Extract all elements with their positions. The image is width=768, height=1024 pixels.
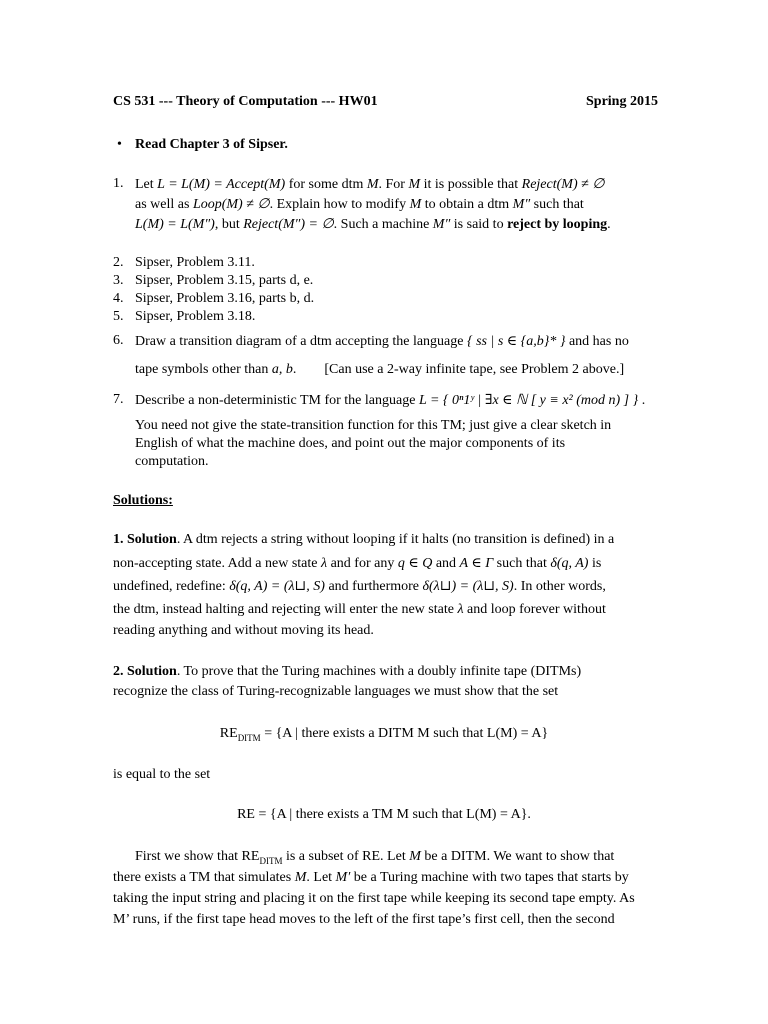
solution-1-line-2: non-accepting state. Add a new state λ and for any q ∈ Q and A ∈ Γ such that δ(q, A) is [113, 556, 602, 571]
problem-6-line-1: Draw a transition diagram of a dtm accepting the language { ss | s ∈ {a,b}* } and has no [135, 334, 629, 349]
solution-2-line-2: recognize the class of Turing-recognizable languages we must show that the set [113, 684, 559, 699]
problem-6-number: 6. [113, 333, 124, 348]
solution-2-line-1: 2. Solution. To prove that the Turing machines with a doubly infinite tape (DITMs) [113, 664, 582, 679]
solution-2-para-line-2: there exists a TM that simulates M. Let M′ be a Turing machine with two tapes that starts by [113, 870, 629, 885]
problem-6-line-2: tape symbols other than a, b. [Can use a 2-way infinite tape, see Problem 2 above.] [135, 362, 625, 377]
language-mod: L = { 0ⁿ1ʸ | ∃x ∈ ℕ [ y ≡ x² (mod n) ] } [418, 393, 639, 408]
equation-re: RE = {A | there exists a TM M such that L(M) = A}. [237, 807, 531, 822]
solution-2-para-line-4: M’ runs, if the first tape head moves to the left of the first tape’s first cell, then the second [113, 912, 615, 927]
bullet-icon: • [117, 137, 122, 152]
solutions-heading: Solutions: [113, 493, 173, 508]
solution-1-line-3: undefined, redefine: δ(q, A) = (λ⊔, S) and furthermore δ(λ⊔) = (λ⊔, S). In other words, [113, 579, 606, 594]
problem-3-number: 3. [113, 273, 124, 288]
problem-1-line-1: Let L = L(M) = Accept(M) for some dtm M. For M it is possible that Reject(M) ≠ ∅ [135, 177, 605, 192]
problem-5-text: Sipser, Problem 3.18. [135, 309, 256, 324]
solution-2-mid-text: is equal to the set [113, 767, 211, 782]
term: Spring 2015 [586, 94, 658, 109]
problem-1-line-2: as well as Loop(M) ≠ ∅. Explain how to modify M to obtain a dtm M″ such that [135, 197, 584, 212]
problem-4-text: Sipser, Problem 3.16, parts b, d. [135, 291, 315, 306]
problem-1-line-3: L(M) = L(M″), but Reject(M″) = ∅. Such a machine M″ is said to reject by looping. [135, 217, 611, 232]
problem-2-number: 2. [113, 255, 124, 270]
solution-2-para-line-1: First we show that $RE_{DITM}$ is a subset of RE. Let M be a DITM. We want to show that [135, 849, 615, 866]
problem-3-text: Sipser, Problem 3.15, parts d, e. [135, 273, 314, 288]
solution-1-line-5: reading anything and without moving its head. [113, 623, 374, 638]
problem-7-line-3: English of what the machine does, and point out the major components of its [135, 436, 566, 451]
problem-7-number: 7. [113, 392, 124, 407]
equation-re-ditm: $RE_{DITM} = \{A$ | there exists a DITM M such that L(M) = A} [219, 726, 549, 743]
problem-4-number: 4. [113, 291, 124, 306]
problem-2-text: Sipser, Problem 3.11. [135, 255, 255, 270]
course-title: CS 531 --- Theory of Computation --- HW01 [113, 94, 378, 109]
solution-1-line-4: the dtm, instead halting and rejecting will enter the new state λ and loop forever without [113, 602, 606, 617]
language-ss: { ss | s ∈ {a,b}* } [467, 334, 566, 349]
problem-1-number: 1. [113, 176, 124, 191]
solution-1-line-1: 1. Solution. A dtm rejects a string without looping if it halts (no transition is defined) in a [113, 532, 615, 547]
problem-7-line-2: You need not give the state-transition function for this TM; just give a clear sketch in [135, 418, 612, 433]
reading-assignment: Read Chapter 3 of Sipser. [135, 137, 288, 152]
solution-2-para-line-3: taking the input string and placing it on the first tape while keeping its second tape empty. As [113, 891, 635, 906]
problem-7-line-4: computation. [135, 454, 209, 469]
problem-7-line-1: Describe a non-deterministic TM for the language L = { 0ⁿ1ʸ | ∃x ∈ ℕ [ y ≡ x² (mod n) ] } . [135, 393, 646, 408]
problem-5-number: 5. [113, 309, 124, 324]
